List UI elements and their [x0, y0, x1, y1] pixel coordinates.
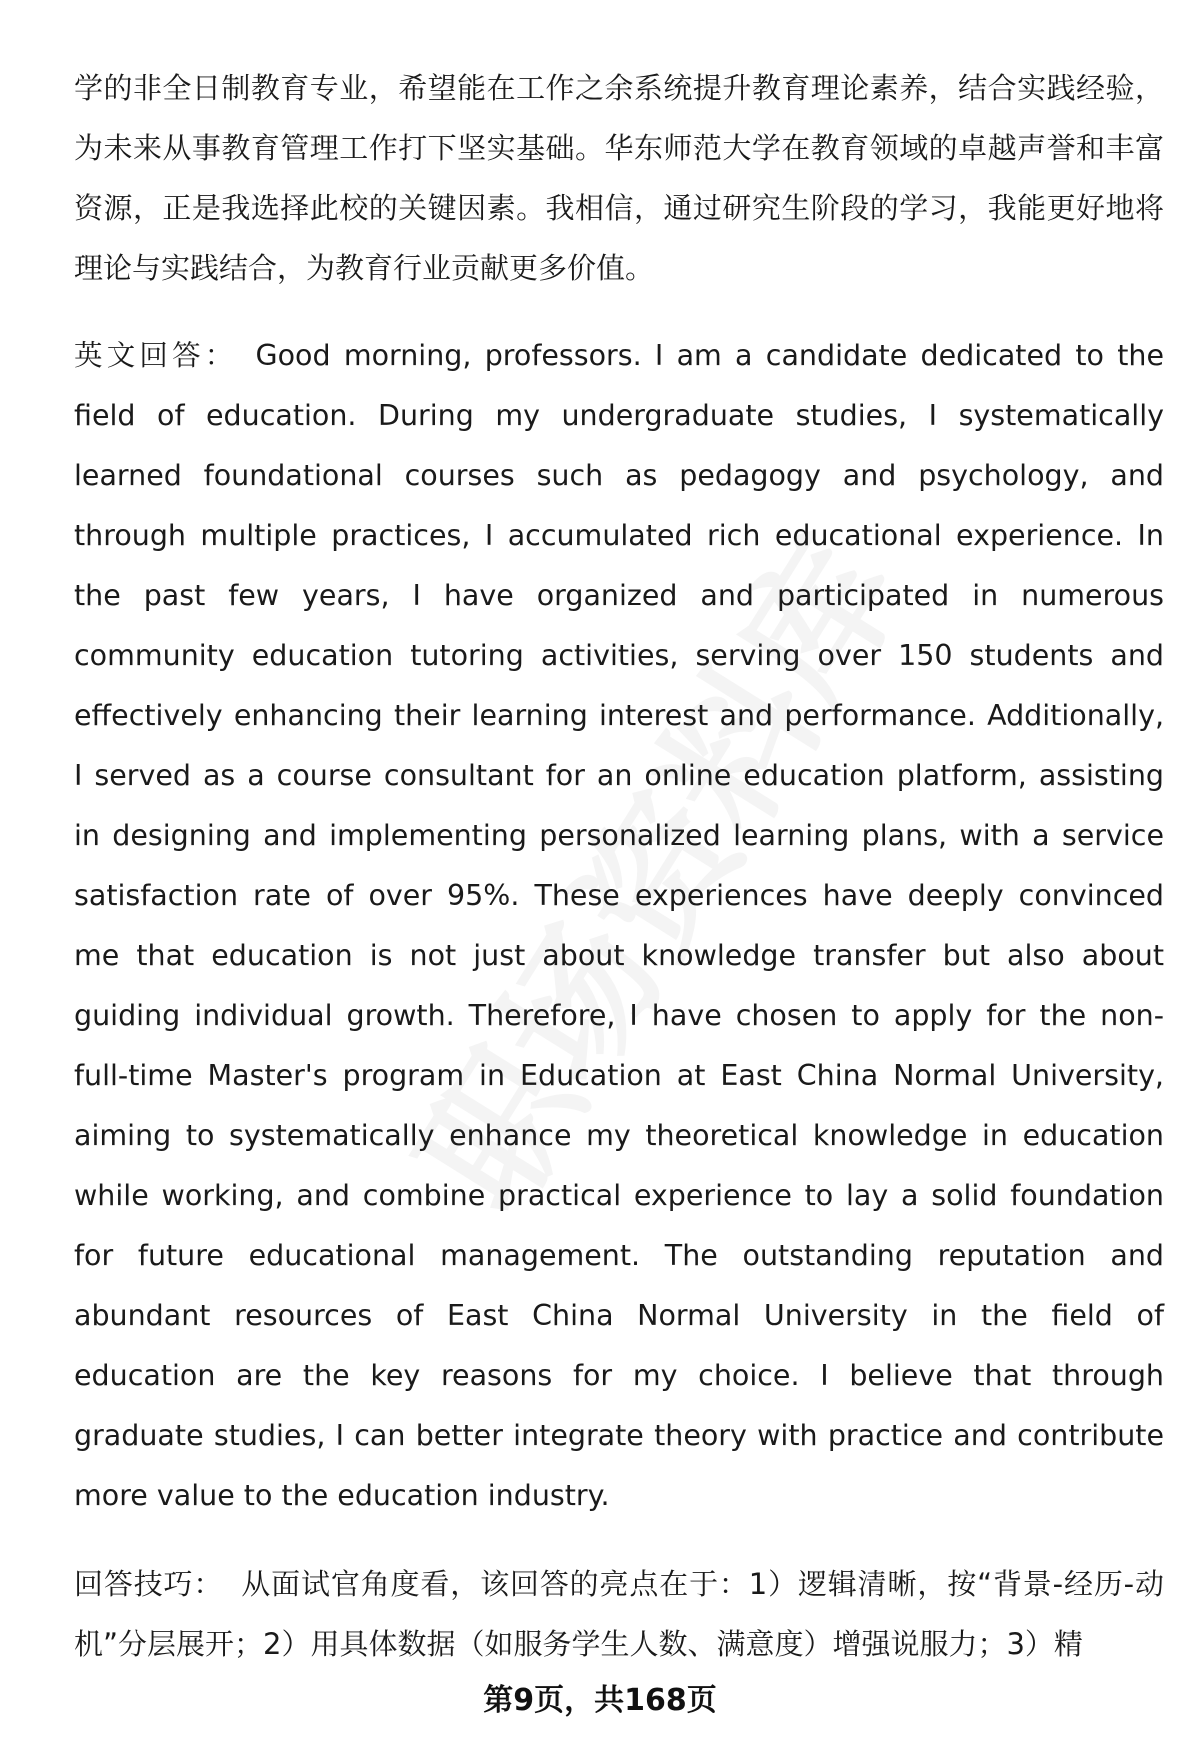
chinese-answer-paragraph: 学的非全日制教育专业，希望能在工作之余系统提升教育理论素养，结合实践经验，为未来从事教育管理工作打下坚实基础。华东师范大学在教育领域的卓越声誉和丰富资源，正是我选择此校的关键因素。我相信，通过研究生阶段的学习，我能更好地将理论与实践结合，为教育行业贡献更多价值。 — [74, 71, 1164, 285]
answer-tips-paragraph — [74, 1554, 1164, 1674]
english-answer-paragraph — [74, 326, 1164, 1526]
answer-tips-text: 从面试官角度看，该回答的亮点在于：1）逻辑清晰，按“背景-经历-动机”分层展开；2）用具体数据（如服务学生人数、满意度）增强说服力；3）精 — [74, 1567, 1164, 1661]
english-answer-text: Good morning, professors. I am a candidate dedicated to the field of education. During my undergraduate studies, I systematically learned foundational courses such as pedagogy and psychology, and through multiple practices, I accumulated rich educational experience. In the past few years, I have organized and participated in numerous community education tutoring activities, serving over 150 students and effectively enhancing their learning interest and performance. Additionally, I served as a course consultant for an online education platform, assisting in designing and implementing personalized learning plans, with a service satisfaction rate of over 95%. These experiences have deeply convinced me that education is not just about knowledge transfer but also about guiding individual growth. Therefore, I have chosen to apply for the non-full-time Master's program in Education at East China Normal University, aiming to systematically enhance my theoretical knowledge in education while working, and combine practical experience to lay a solid foundation for future educational management. The outstanding reputation and abundant resources of East China Normal University in the field of education are the key reasons for my choice. I believe that through graduate studies, I can better integrate theory with practice and contribute more value to the education industry. — [74, 339, 1164, 1512]
english-answer-label: 英文回答： — [74, 339, 238, 372]
document-page — [74, 58, 1164, 1674]
page-number-footer: 第9页，共168页 — [483, 1683, 717, 1718]
answer-tips-label: 回答技巧： — [74, 1567, 224, 1601]
